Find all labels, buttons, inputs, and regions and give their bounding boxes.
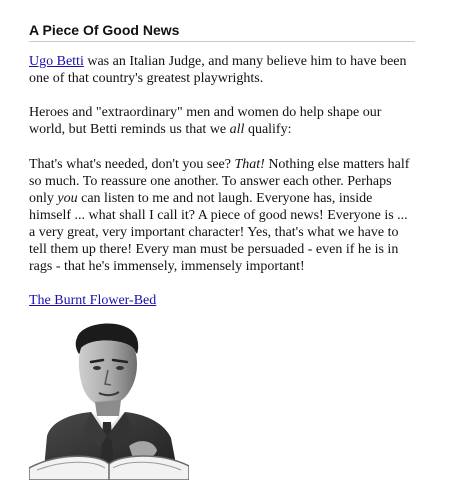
heroes-text-after: qualify: bbox=[244, 122, 292, 137]
burnt-flower-bed-link[interactable]: The Burnt Flower-Bed bbox=[29, 293, 157, 308]
intro-paragraph bbox=[29, 53, 415, 87]
ugo-betti-portrait bbox=[29, 318, 189, 480]
ugo-betti-link[interactable]: Ugo Betti bbox=[29, 54, 84, 69]
page-title: A Piece Of Good News bbox=[29, 21, 415, 42]
intro-text: was an Italian Judge, and many believe him to have been one of that country's greatest playwrights. bbox=[29, 54, 407, 86]
quote-part-1: That's what's needed, don't you see? bbox=[29, 157, 235, 172]
heroes-emphasis: all bbox=[229, 122, 245, 137]
quote-emphasis-2: you bbox=[57, 191, 78, 206]
heroes-paragraph bbox=[29, 104, 415, 138]
quote-emphasis-1: That! bbox=[234, 157, 265, 172]
quote-part-2: Nothing else matters half so much. To reassure one another. To answer each other. Perhaps only bbox=[29, 157, 410, 206]
quote-paragraph bbox=[29, 156, 415, 275]
quote-part-3: can listen to me and not laugh. Everyone has, inside himself ... what shall I call it? A piece of good news! Everyone is ... a very great, very important character! Yes, that's what we have to tell them up there! Every man must be persuaded - even if he is in rags - that he's immensely, immensely important! bbox=[29, 191, 408, 274]
heroes-text-before: Heroes and "extraordinary" men and women do help shape our world, but Betti reminds us that we bbox=[29, 105, 382, 137]
source-paragraph bbox=[29, 292, 415, 309]
article bbox=[29, 21, 415, 309]
